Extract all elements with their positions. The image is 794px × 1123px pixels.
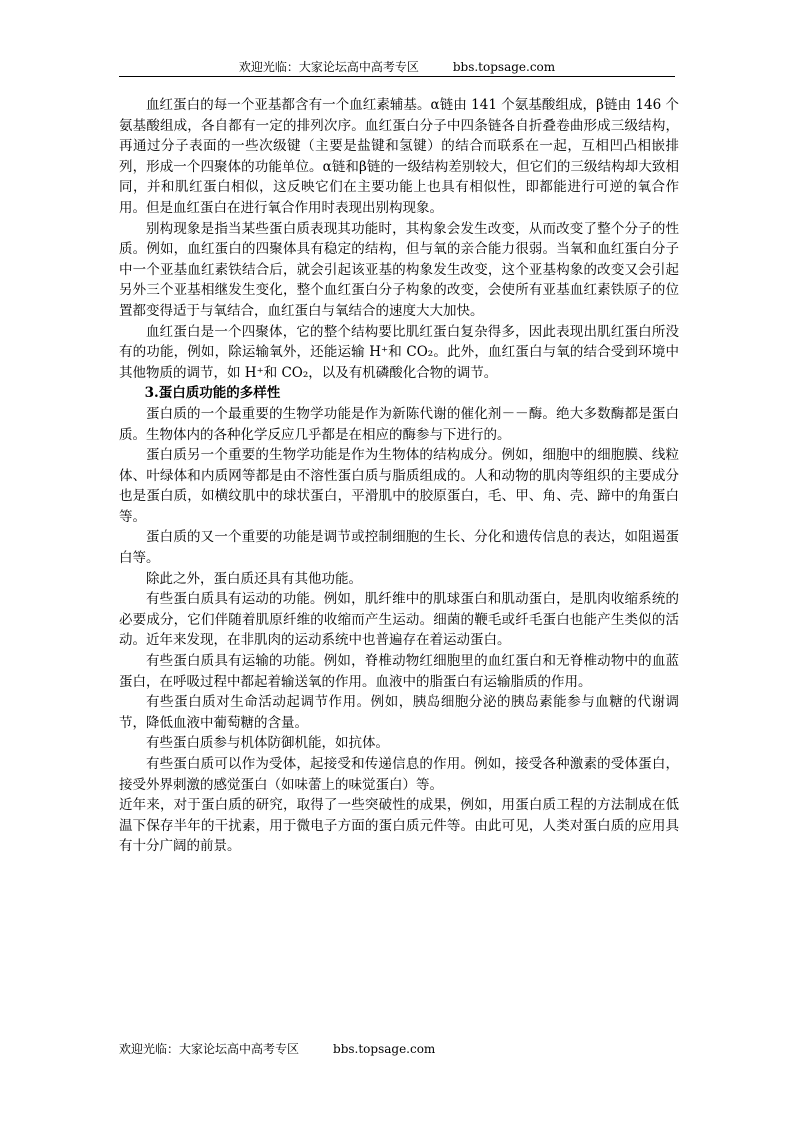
document-body (119, 95, 679, 857)
paragraph-structural-function: 蛋白质另一个重要的生物学功能是作为生物体的结构成分。例如，细胞中的细胞膜、线粒体、叶绿体和内质网等都是由不溶性蛋白质与脂质组成的。人和动物的肌肉等组织的主要成分也是蛋白质，如横纹肌中的球状蛋白，平滑肌中的胶原蛋白，毛、甲、角、壳、蹄中的角蛋白等。 (119, 447, 679, 525)
section-heading: 3.蛋白质功能的多样性 (144, 385, 281, 402)
paragraph-regulation-function: 有些蛋白质对生命活动起调节作用。例如，胰岛细胞分泌的胰岛素能参与血糖的代谢调节，降低血液中葡萄糖的含量。 (119, 694, 679, 731)
paragraph-transport-function: 有些蛋白质具有运输的功能。例如，脊椎动物红细胞里的血红蛋白和无脊椎动物中的血蓝蛋白，在呼吸过程中都起着输送氧的作用。血液中的脂蛋白有运输脂质的作用。 (119, 653, 679, 690)
header-site-link[interactable]: bbs.topsage.com (452, 60, 556, 74)
paragraph-hemoglobin-tetramer: 血红蛋白是一个四聚体，它的整个结构要比肌红蛋白复杂得多，因此表现出肌红蛋白所没有的功能，例如，除运输氧外，还能运输 H⁺和 CO₂。此外，血红蛋白与氧的结合受到环境中其他物质的调节，如 H⁺和 CO₂，以及有机磷酸化合物的调节。 (119, 323, 679, 381)
paragraph-enzyme-function: 蛋白质的一个最重要的生物学功能是作为新陈代谢的催化剂－－酶。绝大多数酶都是蛋白质。生物体内的各种化学反应几乎都是在相应的酶参与下进行的。 (119, 405, 679, 443)
footer-welcome-text: 欢迎光临：大家论坛高中高考专区 (119, 1042, 300, 1056)
paragraph-regulatory-function: 蛋白质的又一个重要的功能是调节或控制细胞的生长、分化和遗传信息的表达，如阻遏蛋白等。 (119, 529, 679, 567)
page-header (119, 58, 675, 77)
paragraph-defense-function: 有些蛋白质参与机体防御机能，如抗体。 (146, 735, 389, 752)
paragraph-hemoglobin-subunits: 血红蛋白的每一个亚基都含有一个血红素辅基。α链由 141 个氨基酸组成，β链由 146 个氨基酸组成，各自都有一定的排列次序。血红蛋白分子中四条链各自折叠卷曲形成三级结构，再通过分子表面的一些次级键（主要是盐键和氢键）的结合而联系在一起，互相凹凸相嵌排列，形成一个四聚体的功能单位。α链和β链的一级结构差别较大，但它们的三级结构却大致相同，并和肌红蛋白相似，这反映它们在主要功能上也具有相似性，即都能进行可逆的氧合作用。但是血红蛋白在进行氧合作用时表现出别构现象。 (119, 97, 679, 216)
paragraph-allostery: 别构现象是指当某些蛋白质表现其功能时，其构象会发生改变，从而改变了整个分子的性质。例如，血红蛋白的四聚体具有稳定的结构，但与氧的亲合能力很弱。当氧和血红蛋白分子中一个亚基血红素铁结合后，就会引起该亚基的构象发生改变，这个亚基构象的改变又会引起另外三个亚基相继发生变化，整个血红蛋白分子构象的改变，会使所有亚基血红素铁原子的位置都变得适于与氧结合，血红蛋白与氧结合的速度大大加快。 (119, 220, 679, 319)
paragraph-receptor-function: 有些蛋白质可以作为受体，起接受和传递信息的作用。例如，接受各种激素的受体蛋白，接受外界刺激的感觉蛋白（如味蕾上的味觉蛋白）等。 (119, 756, 679, 793)
paragraph-motor-function: 有些蛋白质具有运动的功能。例如，肌纤维中的肌球蛋白和肌动蛋白，是肌肉收缩系统的必要成分，它们伴随着肌原纤维的收缩而产生运动。细菌的鞭毛或纤毛蛋白也能产生类似的活动。近年来发现，在非肌肉的运动系统中也普遍存在着运动蛋白。 (119, 591, 679, 649)
paragraph-other-functions: 除此之外，蛋白质还具有其他功能。 (146, 570, 362, 587)
page-footer (119, 1040, 435, 1058)
paragraph-conclusion: 近年来，对于蛋白质的研究，取得了一些突破性的成果，例如，用蛋白质工程的方法制成在低温下保存半年的干扰素，用于微电子方面的蛋白质元件等。由此可见，人类对蛋白质的应用具有十分广阔的前景。 (119, 797, 679, 855)
footer-site-link[interactable]: bbs.topsage.com (333, 1042, 436, 1056)
header-welcome-text: 欢迎光临：大家论坛高中高考专区 (238, 60, 419, 74)
